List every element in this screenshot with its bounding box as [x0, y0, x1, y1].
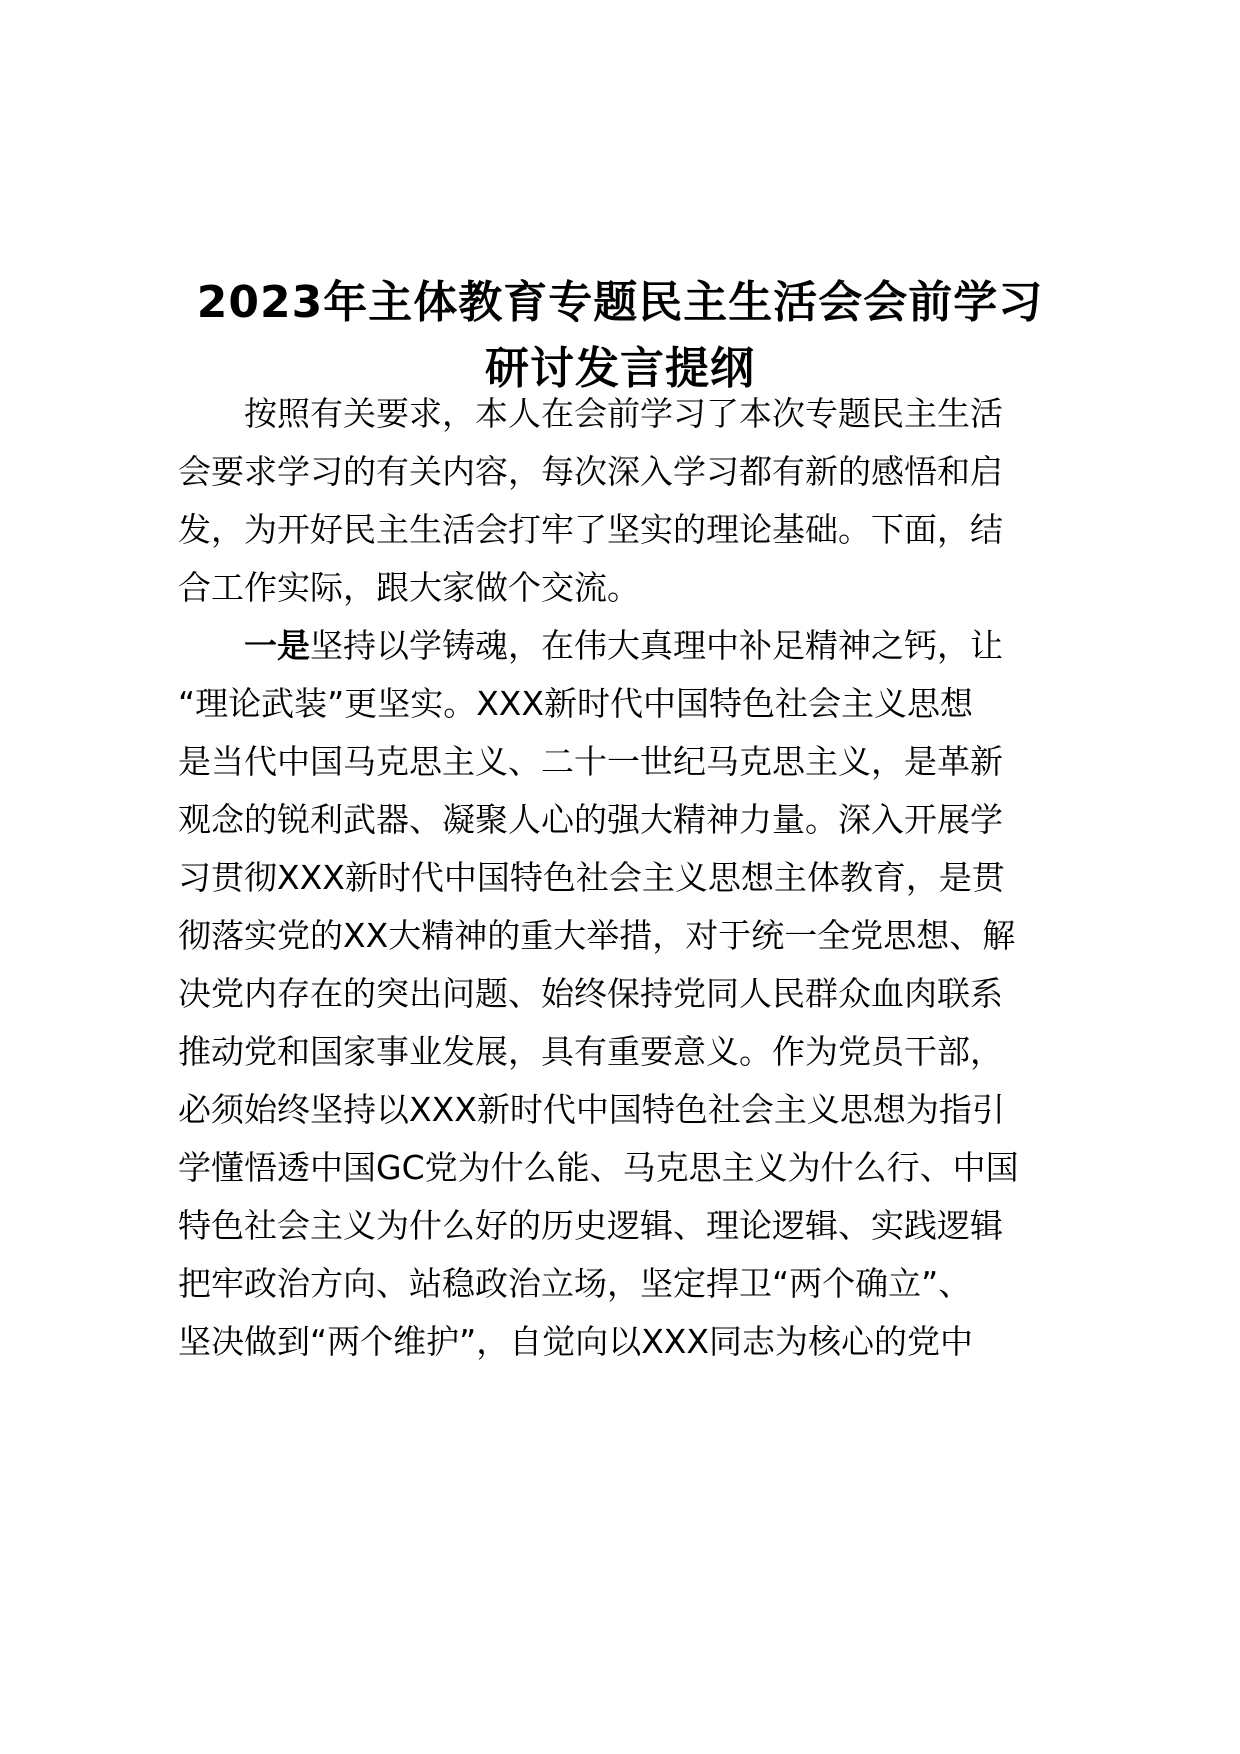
paragraph-2-line-11: 特色社会主义为什么好的历史逻辑、理论逻辑、实践逻辑 [178, 1206, 1003, 1245]
paragraph-2-lead: 一是 [244, 626, 310, 665]
paragraph-2-line-7: 决党内存在的突出问题、始终保持党同人民群众血肉联系 [178, 974, 1003, 1013]
paragraph-2-line-6: 彻落实党的XX大精神的重大举措，对于统一全党思想、解 [178, 916, 1016, 955]
title-line-1: 2023年主体教育专题民主生活会会前学习 [196, 277, 1044, 328]
paragraph-2-line-9: 必须始终坚持以XXX新时代中国特色社会主义思想为指引 [178, 1090, 1005, 1129]
paragraph-2-line-4: 观念的锐利武器、凝聚人心的强大精神力量。深入开展学 [178, 800, 1003, 839]
title-line-2: 研讨发言提纲 [485, 343, 755, 394]
paragraph-2-line-12: 把牢政治方向、站稳政治立场，坚定捍卫“两个确立”、 [178, 1264, 972, 1303]
document-title [150, 270, 1090, 402]
paragraph-2-line-5: 习贯彻XXX新时代中国特色社会主义思想主体教育，是贯 [178, 858, 1005, 897]
paragraph-1-line-2: 会要求学习的有关内容，每次深入学习都有新的感悟和启 [178, 452, 1003, 491]
paragraph-2-line-8: 推动党和国家事业发展，具有重要意义。作为党员干部， [178, 1032, 1003, 1071]
paragraph-2-line-1 [244, 626, 1003, 666]
paragraph-2-first-line-rest: 坚持以学铸魂，在伟大真理中补足精神之钙，让 [310, 626, 1003, 665]
paragraph-2-line-10: 学懂悟透中国GC党为什么能、马克思主义为什么行、中国 [178, 1148, 1019, 1187]
paragraph-2-line-13: 坚决做到“两个维护”，自觉向以XXX同志为核心的党中 [178, 1322, 974, 1361]
paragraph-1-line-1: 按照有关要求，本人在会前学习了本次专题民主生活 [244, 394, 1003, 433]
paragraph-1-line-4: 合工作实际，跟大家做个交流。 [178, 568, 640, 607]
paragraph-2-line-3: 是当代中国马克思主义、二十一世纪马克思主义，是革新 [178, 742, 1003, 781]
paragraph-1-line-3: 发，为开好民主生活会打牢了坚实的理论基础。下面，结 [178, 510, 1003, 549]
paragraph-2-line-2: “理论武装”更坚实。XXX新时代中国特色社会主义思想 [178, 684, 974, 723]
